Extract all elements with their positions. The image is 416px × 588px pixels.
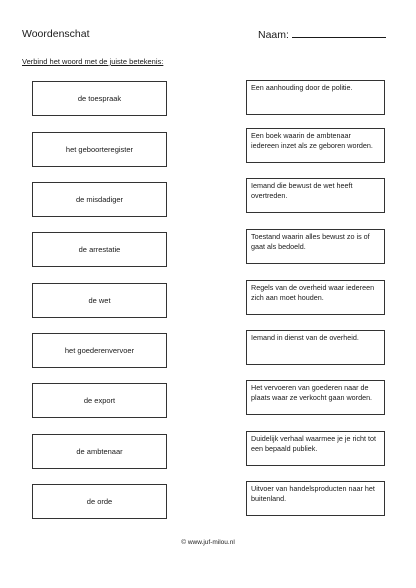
definition-box[interactable] bbox=[246, 128, 385, 163]
definition-text: Iemand in dienst van de overheid. bbox=[251, 333, 359, 342]
name-field bbox=[258, 28, 386, 41]
definition-text: Regels van de overheid waar iedereen zich aan moet houden. bbox=[251, 283, 375, 302]
definition-box[interactable] bbox=[246, 330, 385, 365]
footer-copyright: © www.juf-milou.nl bbox=[181, 539, 235, 546]
word-label: de misdadiger bbox=[75, 195, 124, 204]
word-label: de ambtenaar bbox=[76, 447, 123, 456]
word-label: het geboorteregister bbox=[65, 145, 134, 154]
word-label: de toespraak bbox=[77, 94, 122, 103]
word-box[interactable] bbox=[32, 434, 167, 469]
word-label: de export bbox=[83, 396, 116, 405]
definition-box[interactable] bbox=[246, 178, 385, 213]
word-label: de arrestatie bbox=[78, 245, 121, 254]
word-box[interactable] bbox=[32, 132, 167, 167]
word-box[interactable] bbox=[32, 283, 167, 318]
definition-box[interactable] bbox=[246, 431, 385, 466]
definition-text: Het vervoeren van goederen naar de plaats waar ze verkocht gaan worden. bbox=[251, 383, 373, 402]
name-label: Naam: bbox=[258, 29, 289, 41]
definition-text: Een boek waarin de ambtenaar iedereen inzet als ze geboren worden. bbox=[251, 131, 373, 150]
name-line[interactable] bbox=[292, 28, 386, 38]
word-box[interactable] bbox=[32, 333, 167, 368]
definition-text: Uitvoer van handelsproducten naar het buitenland. bbox=[251, 484, 375, 503]
definition-box[interactable] bbox=[246, 80, 385, 115]
word-box[interactable] bbox=[32, 182, 167, 217]
definition-box[interactable] bbox=[246, 481, 385, 516]
definition-text: Toestand waarin alles bewust zo is of gaat als bedoeld. bbox=[251, 232, 370, 251]
word-label: de wet bbox=[88, 296, 111, 305]
word-label: het goederenvervoer bbox=[64, 346, 135, 355]
page-title: Woordenschat bbox=[22, 28, 90, 40]
word-label: de orde bbox=[86, 497, 113, 506]
definition-text: Een aanhouding door de politie. bbox=[251, 83, 353, 92]
definition-box[interactable] bbox=[246, 229, 385, 264]
definition-text: Duidelijk verhaal waarmee je je richt tot een bepaald publiek. bbox=[251, 434, 377, 453]
definition-box[interactable] bbox=[246, 280, 385, 315]
definition-box[interactable] bbox=[246, 380, 385, 415]
instruction: Verbind het woord met de juiste betekenis: bbox=[22, 57, 164, 66]
word-box[interactable] bbox=[32, 484, 167, 519]
word-box[interactable] bbox=[32, 232, 167, 267]
word-box[interactable] bbox=[32, 81, 167, 116]
word-box[interactable] bbox=[32, 383, 167, 418]
definition-text: Iemand die bewust de wet heeft overtreden. bbox=[251, 181, 353, 200]
